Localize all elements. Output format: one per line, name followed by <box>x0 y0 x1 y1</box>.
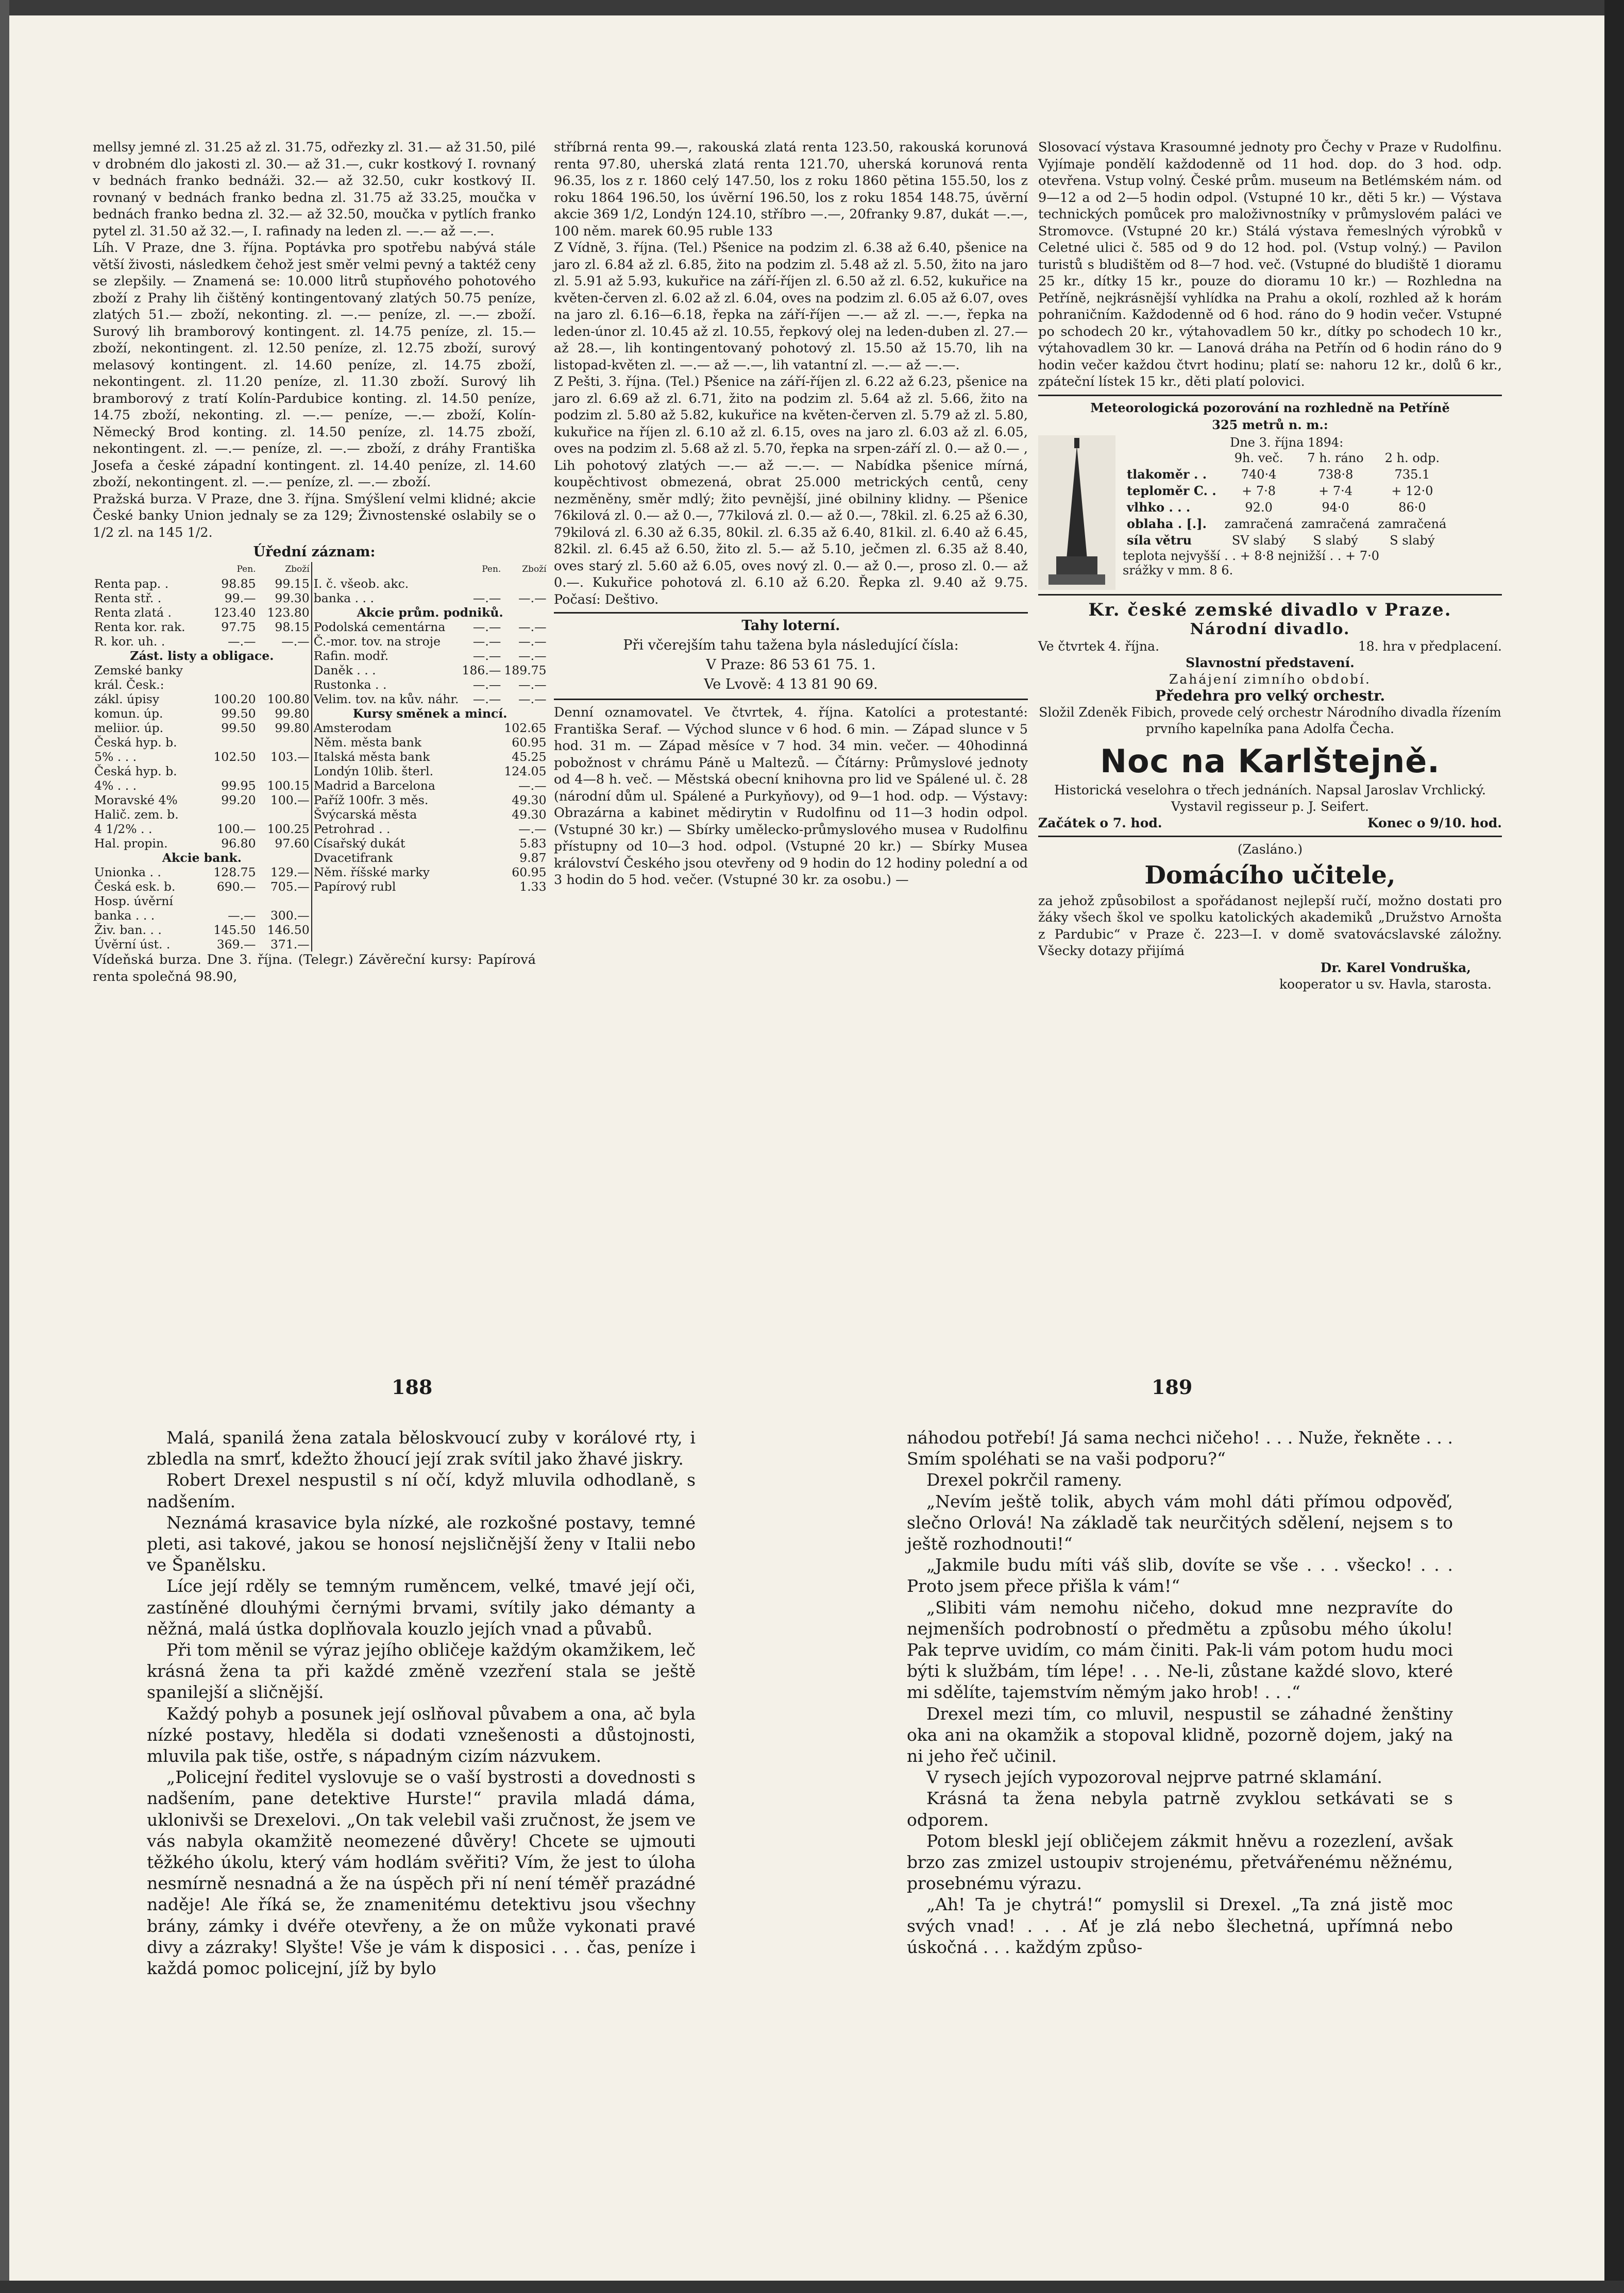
exchange-row <box>312 634 548 649</box>
exchange-row <box>93 576 311 591</box>
theatre-subscription: 18. hra v předplacení. <box>1358 638 1502 654</box>
exchange-item-name: Císařský dukát <box>313 836 405 851</box>
market-column-3 <box>1038 139 1502 1041</box>
exchange-item-value: —.— <box>518 692 547 706</box>
theatre-subtitle: Národní divadlo. <box>1190 620 1350 638</box>
exchange-item-value: 99.80 <box>275 706 310 721</box>
exchange-item-name: Velim. tov. na kův. náhr. <box>313 692 459 706</box>
exchange-item-name: Akcie prům. podniků. <box>357 605 503 620</box>
exchange-item-name: 4 1/2% . . <box>94 822 153 836</box>
exchange-item-value: 189.75 <box>504 663 547 677</box>
story-left-page <box>147 1427 696 1979</box>
exchange-item-value: 99.50 <box>221 706 256 721</box>
exchange-item-value <box>258 735 311 750</box>
exchange-item-value <box>204 764 257 778</box>
exchange-row <box>312 721 548 735</box>
weather-block <box>1038 435 1502 590</box>
exchange-item-value <box>461 750 503 764</box>
page-number-left: 188 <box>392 1375 433 1399</box>
exchange-row <box>93 692 311 706</box>
exchange-item-value <box>461 576 503 591</box>
official-record-title: Úřední záznam: <box>253 544 376 560</box>
exchange-item-name: Halič. zem. b. <box>94 807 179 822</box>
exchange-row <box>312 879 548 894</box>
weather-value: 735.1 <box>1394 467 1430 482</box>
exchange-item-name: Akcie bank. <box>162 851 242 865</box>
exchange-item-name: Hosp. úvěrní <box>94 894 173 908</box>
exchange-item-value: —.— <box>228 634 256 649</box>
exchange-row <box>312 605 548 620</box>
play-times <box>1038 815 1502 831</box>
exchange-row <box>93 865 311 879</box>
weather-measure-label: tlakoměr . . <box>1127 466 1207 482</box>
exchange-item-name: Dvacetifrank <box>313 851 393 865</box>
exchange-item-value: 98.15 <box>275 620 310 634</box>
weather-measure-label: síla větru <box>1127 532 1192 548</box>
exchange-item-name: Č.-mor. tov. na stroje <box>313 634 441 649</box>
weather-row <box>1123 466 1450 483</box>
exchange-row <box>93 894 311 908</box>
exchange-item-value: —.— <box>518 822 547 836</box>
exchange-item-value <box>461 721 503 735</box>
exchange-row <box>93 706 311 721</box>
exchange-item-value: 102.50 <box>213 750 256 764</box>
exchange-row <box>93 807 311 822</box>
exchange-item-value: 99.15 <box>275 576 310 591</box>
exchange-item-value: —.— <box>472 591 501 605</box>
lottery-title: Tahy loterní. <box>741 618 840 634</box>
exchange-item-value: 100.— <box>216 822 256 836</box>
exchange-item-name: 4% . . . <box>94 778 137 793</box>
exchange-row <box>312 663 548 677</box>
exchange-item-value <box>461 764 503 778</box>
exchange-item-value <box>461 851 503 865</box>
lottery-lvov: Ve Lvově: 4 13 81 90 69. <box>704 676 878 692</box>
exchange-item-name: Kursy směnek a mincí. <box>352 706 508 721</box>
exchange-item-value: 60.95 <box>512 735 547 750</box>
exchange-item-value <box>461 793 503 807</box>
exchange-item-value: 45.25 <box>512 750 547 764</box>
weather-value: zamračená <box>1224 516 1293 531</box>
weather-value: 92.0 <box>1245 500 1273 515</box>
play-start: Začátek o 7. hod. <box>1038 815 1162 830</box>
exchange-item-name: Renta pap. . <box>94 576 169 591</box>
theatre-season-opening: Zahájení zimního období. <box>1169 671 1371 687</box>
spirits-market-paragraph: Líh. V Praze, dne 3. října. Poptávka pro spotřebu nabývá stále větší živosti, následkem čehož jest směr velmi pevný a taktéž ceny se zlepšily. — Znamená se: 10.000 litrů stupňového pohotového zboží z Prahy lih čištěný kontingentovaný zlatých 50.75 peníze, zlatých 51.— zboží, nekonting. zl. —.— peníze, zl. —.— zboží. Surový lih bramborový kontingent. zl. 14.75 peníze, zl. 15.— zboží, nekontingent. zl. 12.50 peníze, zl. 12.75 zboží, surový melasový kontingent. zl. 14.60 peníze, zl. 14.75 zboží, nekontingent. zl. 11.20 peníze, zl. 11.30 zboží. Surový lih bramborový z tratí Kolín-Pardubice konting. zl. 14.50 peníze, 14.75 zboží, nekonting. zl. —.— peníze, —.— zboží, Kolín-Německý Brod konting. zl. 14.50 peníze, zl. 14.75 zboží, nekontingent. zl. —.— peníze, zl. —.— zboží, z dráhy Františka Josefa a české západní kontingent. zl. 14.40 peníze, zl. 14.60 zboží, nekontingent. zl. —.— peníze, zl. —.— zboží. <box>93 240 536 490</box>
exhibitions-paragraph: Slosovací výstava Krasoumné jednoty pro Čechy v Praze v Rudolfinu. Vyjímaje pondělí každodenně od 11 hod. dop. do 3 hod. odp. otevřena. Vstup volný. České prům. museum na Betlémském nám. od 9—12 a od 2—5 hodin odpol. (Vstupné 10 kr., děti 5 kr.) — Výstava technických pomůcek pro maloživnostníky v průmyslovém paláci ve Stromovce. (Vstupné 20 kr.) Stálá výstava řemeslných výrobků v Celetné ulici č. 585 od 9 do 12 hod. pol. (Vstup volný.) — Pavilon turistů s bludištěm od 8—7 hod. več. (Vstupné do bludiště 1 dioramu 25 kr., dítky 15 kr., pouze do dioramu 10 kr.) — Rozhledna na Petříně, nejkrásnější vyhlídka na Prahu a okolí, rozhled až k horám pohraničním. Každodenně od 6 hod. ráno do 9 hodin večer. Vstupné po schodech 20 kr., výtahovadlem 50 kr., dítky po schodech 10 kr., výtahovadlem 30 kr. — Lanová dráha na Petřín od 6 hodin ráno do 9 hodin večer každou čtvrt hodinu; platí se: nahoru 12 kr., dolů 6 kr., zpáteční lístek 15 kr., děti platí polovici. <box>1038 140 1502 389</box>
exchange-row <box>93 605 311 620</box>
exchange-item-name: Něm. říšské marky <box>313 865 430 879</box>
exchange-item-value: —.— <box>472 692 501 706</box>
exchange-item-name: Rustonka . . <box>313 677 387 692</box>
weather-row <box>1123 516 1450 532</box>
exchange-row <box>93 764 311 778</box>
exchange-item-value: 102.65 <box>504 721 547 735</box>
daily-notices-paragraph: Denní oznamovatel. Ve čtvrtek, 4. října. Katolíci a protestanté: Františka Seraf. — Východ slunce v 6 hod. 6 min. — Západ slunce v 5 hod. 31 m. — Západ měsíce v 7 hod. 34 min. večer. — 40hodinná pobožnost v chrámu Páně u Maltezů. — Čítárny: Průmyslové jednoty od 4—8 h. več. — Městská obecní knihovna pro lid ve Spálené ul. č. 28 (národní dům ul. Spálené a Purkyňovy), od 9—1 hod. odp. — Výstavy: Obrazárna a kabinet mědirytin v Rudolfinu od 11—3 hodin odpol. (Vstupné 30 kr.) — Sbírky umělecko-průmyslového musea v Rudolfinu přístupny od 10—3 hod. odpol. (Vstupné 20 kr.) — Sbírky Musea království Českého jsou otevřeny od 9 hodin do 12 hodiny polední a od 3 hodin do 5 hod. večer. (Vstupné 30 kr. za osobu.) — <box>554 705 1028 888</box>
exchange-row <box>312 706 548 721</box>
exchange-item-value: 690.— <box>216 879 256 894</box>
exchange-item-value <box>258 764 311 778</box>
exchange-item-value: 124.05 <box>504 764 547 778</box>
exchange-item-value: 99.80 <box>275 721 310 735</box>
exchange-item-value: 99.— <box>224 591 256 605</box>
exchange-item-value: —.— <box>472 649 501 663</box>
story-paragraph: Drexel pokrčil rameny. <box>926 1470 1123 1490</box>
vienna-rates-paragraph: stříbrná renta 99.—, rakouská zlatá renta 123.50, rakouská korunová renta 97.80, uherská zlatá renta 121.70, uherská korunová renta 96.35, los z r. 1860 celý 147.50, los z roku 1860 pětina 155.50, los z roku 1864 196.50, los úvěrní 196.50, los z roku 1854 148.75, úvěrní akcie 369 1/2, Londýn 124.10, stříbro —.—, 20franky 9.87, dukát —.—, 100 něm. marek 60.95 ruble 133 <box>554 140 1028 239</box>
divider <box>1038 836 1502 837</box>
exchange-item-value: 5.83 <box>519 836 547 851</box>
exchange-row <box>93 836 311 851</box>
story-paragraph: Krásná ta žena nebyla patrně zvyklou setkávati se s odporem. <box>907 1788 1453 1830</box>
exchange-item-name: Renta kor. rak. <box>94 620 185 634</box>
exchange-item-value <box>258 807 311 822</box>
exchange-row <box>93 851 311 865</box>
story-paragraph: Líce její rděly se temným ruměncem, velké, tmavé její oči, zastíněné dlouhými černými brvami, svítily jako démanty a něžná, malá ústka doplňovala kouzlo jejích vnad a půvabů. <box>147 1576 696 1639</box>
exchange-item-value: —.— <box>472 634 501 649</box>
exchange-item-name: Renta stř. . <box>94 591 162 605</box>
story-paragraph: „Jakmile budu míti váš slib, dovíte se vše . . . všecko! . . . Proto jsem přece přišla k vám!“ <box>907 1555 1453 1596</box>
weather-value: S slabý <box>1390 533 1435 548</box>
exchange-item-value <box>461 778 503 793</box>
story-paragraph: „Nevím ještě tolik, abych vám mohl dáti přímou odpověď, slečno Orlová! Na základě tak neurčitých sdělení, nejsem s to ještě rozhodnouti!“ <box>907 1491 1453 1554</box>
exchange-row <box>312 851 548 865</box>
weather-time-header: 2 h. odp. <box>1384 450 1440 465</box>
exchange-item-value: 100.20 <box>213 692 256 706</box>
exchange-row <box>312 764 548 778</box>
exchange-table-right <box>312 562 547 894</box>
page-number-right: 189 <box>1152 1375 1193 1399</box>
exchange-row <box>312 807 548 822</box>
exchange-item-name: zákl. úpisy <box>94 692 160 706</box>
exchange-row <box>312 591 548 605</box>
exchange-row <box>312 677 548 692</box>
exchange-row <box>312 735 548 750</box>
weather-measure-label: oblaha . [.]. <box>1127 516 1207 531</box>
exchange-item-value: —.— <box>472 620 501 634</box>
exchange-item-value: —.— <box>518 634 547 649</box>
exchange-item-name: Londýn 10lib. šterl. <box>313 764 434 778</box>
story-paragraph: Každý pohyb a posunek její oslňoval půvabem a ona, ač byla nízké postavy, hleděla si dodati vznešenosti a důstojnosti, mluvila pak tiše, ostře, s nápadným cizím názvukem. <box>147 1703 696 1767</box>
tutor-ad-text: za jehož způsobilost a spořádanost nejlepší ručí, možno dostati pro žáky všech škol ve spolku katolických akademiků „Družstvo Arnošta z Pardubic“ v Praze č. 223—I. v domě svatovácslavské záložny. Všecky dotazy přijímá <box>1038 893 1502 959</box>
divider <box>554 612 1028 614</box>
weather-measure-label: vlhko . . . <box>1127 499 1191 515</box>
exchange-item-value <box>204 894 257 908</box>
exchange-row <box>93 937 311 952</box>
exchange-item-name: král. Česk.: <box>94 677 164 692</box>
exchange-item-name: Petrohrad . . <box>313 822 391 836</box>
exchange-item-name: Česká hyp. b. <box>94 735 177 750</box>
exchange-item-name: Česká esk. b. <box>94 879 176 894</box>
weather-value: + 12·0 <box>1391 483 1433 498</box>
exchange-item-value <box>204 807 257 822</box>
exchange-row <box>93 591 311 605</box>
tutor-ad-title: Domácího učitele, <box>1144 860 1396 890</box>
exchange-item-value: —.— <box>518 649 547 663</box>
exchange-row <box>93 822 311 836</box>
exchange-item-value <box>461 865 503 879</box>
exchange-row <box>312 865 548 879</box>
story-paragraph: Malá, spanilá žena zatala běloskvoucí zuby v korálové rty, i zbledla na smrť, kdežto žhoucí její zrak svítil jako žhavé jiskry. <box>147 1428 696 1469</box>
exchange-item-name: banka . . . <box>94 908 155 923</box>
exchange-item-name: Amsterodam <box>313 721 392 735</box>
story-paragraph: „Policejní ředitel vyslovuje se o vaší bystrosti a dovednosti s nadšením, pane detektive Hurste!“ pravila mladá dáma, uklonivši se Drexelovi. „On tak velebil vaši zručnost, že jsem ve vás nabyla okamžitě neomezené důvěry! Chcete se ujmouti těžkého úkolu, který vám hodlám svěřiti? Vím, že jest to úloha nesmírně nesnadná a že na úspěch při ní není téměř prazádné naděje! Ale říká se, že znamenitému detektivu jsou všechny brány, zámky i dvéře otevřeny, a že on může vykonati pravé divy a zázraky! Slyšte! Vše je vám k disposici . . . čas, peníze i každá pomoc policejní, jíž by bylo <box>147 1767 696 1979</box>
exchange-row <box>93 879 311 894</box>
story-paragraph: „Slibiti vám nemohu ničeho, dokud mne nezpravíte do nejmenších podrobností o předmětu a způsobu mého úkolu! Pak teprve uvidím, co mám činiti. Pak-li vám potom hudu moci býti k službám, tím lépe! . . . Ne-li, zůstane každé slovo, které mi sdělíte, tajemstvím němým jako hrob! . . .“ <box>907 1597 1453 1703</box>
observation-tower-image <box>1038 435 1115 590</box>
exchange-item-name: Unionka . . <box>94 865 161 879</box>
exchange-row <box>93 677 311 692</box>
exchange-item-value: 145.50 <box>213 923 256 937</box>
exchange-item-name: Zást. listy a obligace. <box>130 649 274 663</box>
exchange-item-name: Hal. propin. <box>94 836 168 851</box>
weather-value: + 7·8 <box>1242 483 1276 498</box>
scan-border-right <box>1604 0 1624 2293</box>
exchange-item-name: Italská města bank <box>313 750 430 764</box>
exchange-item-value: 97.60 <box>275 836 310 851</box>
exchange-item-value: 9.87 <box>519 851 547 865</box>
exchange-row <box>312 692 548 706</box>
prague-exchange-paragraph: Pražská burza. V Praze, dne 3. října. Smýšlení velmi klidné; akcie České banky Union jednaly se za 129; Živnostenské oslabily se o 1/2 zl. na 145 1/2. <box>93 491 536 540</box>
exchange-item-value: 146.50 <box>267 923 310 937</box>
weather-title: Meteorologická pozorování na rozhledně na Petříně <box>1090 400 1450 415</box>
vienna-grain-paragraph: Z Vídně, 3. října. (Tel.) Pšenice na podzim zl. 6.38 až 6.40, pšenice na jaro zl. 6.84 až zl. 6.85, žito na podzim zl. 5.48 až zl. 5.50, žito na jaro zl. 5.91 až 5.93, kukuřice na září-říjen zl. 6.50 až zl. 6.52, kukuřice na květen-červen zl. 6.02 až zl. 6.04, oves na podzim zl. 6.05 až 6.07, oves na jaro zl. 6.16—6.18, řepka na září-říjen —.— až zl. —.—, řepka na leden-únor zl. 10.45 až zl. 10.55, řepkový olej na leden-duben zl. 27.— až 28.—, lih kontingentovaný pohotový zl. 15.50 až 15.70, lih na listopad-květen zl. —.— až —.—, lih vatantní zl. —.— až —.—. <box>554 240 1028 373</box>
tutor-ad-signature-title: kooperator u sv. Havla, starosta. <box>1279 976 1492 992</box>
exchange-item-name: Živ. ban. . . <box>94 923 162 937</box>
story-paragraph: Neznámá krasavice byla nízké, ale rozkošné postavy, temné pleti, asi takové, jakou se honosí nejsličnější ženy v Italii nebo ve Španělsku. <box>147 1512 696 1575</box>
exchange-row <box>312 836 548 851</box>
story-paragraph: Robert Drexel nespustil s ní očí, když mluvila odhodlaně, s nadšením. <box>147 1470 696 1511</box>
exchange-item-value: 371.— <box>270 937 310 952</box>
col-header-zbozi: Zboží <box>522 564 547 574</box>
exchange-item-name: Rafin. modř. <box>313 649 389 663</box>
exchange-item-value: 99.20 <box>221 793 256 807</box>
vienna-exchange-paragraph: Vídeňská burza. Dne 3. října. (Telegr.) Závěreční kursy: Papírová renta společná 98.90, <box>93 952 536 984</box>
weather-value: 86·0 <box>1398 500 1426 515</box>
story-paragraph: Při tom měnil se výraz jejího obličeje každým okamžikem, leč krásná žena ta při každé změně vzezření stala se ještě spanilejší a sličnější. <box>147 1640 696 1703</box>
exchange-item-value: 98.85 <box>221 576 256 591</box>
story-right-page <box>907 1427 1453 1958</box>
story-paragraph: V rysech jejích vypozoroval nejprve patrné sklamání. <box>926 1767 1382 1788</box>
exchange-item-value: 103.— <box>270 750 310 764</box>
exchange-item-name: Madrid a Barcelona <box>313 778 435 793</box>
exchange-item-name: R. kor. uh. . <box>94 634 165 649</box>
exchange-item-value <box>258 663 311 677</box>
weather-value: S slabý <box>1313 533 1358 548</box>
exchange-row <box>312 778 548 793</box>
exchange-row <box>312 620 548 634</box>
exchange-item-name: komun. úp. <box>94 706 163 721</box>
theatre-gala: Slavnostní představení. <box>1186 655 1355 670</box>
exchange-item-name: Švýcarská města <box>313 807 417 822</box>
exchange-item-value <box>204 735 257 750</box>
story-paragraph: „Ah! Ta je chytrá!“ pomyslil si Drexel. „Ta zná jistě moc svých vnad! . . . Ať je zlá nebo šlechetná, upřímná nebo úskočná . . . každým způso- <box>907 1894 1453 1957</box>
exchange-item-value <box>258 677 311 692</box>
exchange-item-name: meliior. úp. <box>94 721 164 735</box>
exchange-item-value <box>461 836 503 851</box>
theatre-date: Ve čtvrtek 4. října. <box>1038 638 1160 654</box>
theatre-overture: Předehra pro velký orchestr. <box>1155 687 1385 704</box>
pest-grain-paragraph: Z Pešti, 3. října. (Tel.) Pšenice na září-říjen zl. 6.22 až 6.23, pšenice na jaro zl. 6.69 až zl. 6.71, žito na podzim zl. 5.64 až zl. 5.66, žito na podzim zl. 5.80 až 5.82, kukuřice na květen-červen zl. 5.79 až zl. 5.80, kukuřice na říjen zl. 6.10 až zl. 6.15, oves na jaro zl. 6.03 až zl. 6.05, oves na podzim zl. 5.68 až zl. 5.70, řepka na srpen-září zl. 0.— až 0.— , Lih pohotový zlatých —.— až —.—. — Nabídka pšenice mírná, koupěchtivost obmezená, obrat 25.000 metrických centů, ceny nezměněny, směr mdlý; žito pevnější, jiné obilniny klidny. — Pšenice 76kilová zl. 0.— až 0.—, 77kilová zl. 0.— až 0.—, 78kil. zl. 6.25 až 6.30, 79kilová zl. 6.30 až 6.35, 80kil. zl. 6.35 až 6.40, 81kil. zl. 6.40 až 6.45, 82kil. zl. 6.45 až 6.50, žito zl. 5.— až 5.10, ječmen zl. 6.35 až 8.40, oves starý zl. 5.60 až 6.05, oves nový zl. 0.— až 0.—, proso zl. 0.— až 0.—. Kukuřice pohotová zl. 6.10 až 6.20. Řepka zl. 9.40 až 9.75. Počasí: Deštivo. <box>554 374 1028 607</box>
weather-value: zamračená <box>1301 516 1370 531</box>
exchange-row <box>93 908 311 923</box>
exchange-row <box>312 822 548 836</box>
exchange-item-value: 100.— <box>270 793 310 807</box>
weather-precipitation: srážky v mm. 8 6. <box>1123 563 1233 578</box>
exchange-row <box>93 620 311 634</box>
exchange-item-name: Paříž 100fr. 3 měs. <box>313 793 429 807</box>
exchange-row <box>93 735 311 750</box>
exchange-item-name: Daněk . . . <box>313 663 376 677</box>
exchange-item-value <box>502 576 548 591</box>
play-end: Konec o 9/10. hod. <box>1367 815 1502 830</box>
exchange-item-value <box>461 735 503 750</box>
market-column-1 <box>93 139 547 1200</box>
exchange-row <box>93 793 311 807</box>
col-header-pen: Pen. <box>482 564 501 574</box>
play-description: Historická veselohra o třech jednáních. Napsal Jaroslav Vrchlický. Vystavil regisseur p. J. Seifert. <box>1054 782 1486 814</box>
exchange-item-value: 99.30 <box>275 591 310 605</box>
exchange-item-value: 96.80 <box>221 836 256 851</box>
market-column-2 <box>554 139 1028 1200</box>
weather-subtitle: 325 metrů n. m.: <box>1212 417 1328 432</box>
exchange-row <box>93 663 311 677</box>
exchange-item-value: —.— <box>518 620 547 634</box>
weather-value: 740·4 <box>1241 467 1277 482</box>
scan-border-left <box>0 0 9 2293</box>
exchange-row <box>93 750 311 764</box>
exchange-item-name: Zemské banky <box>94 663 183 677</box>
theatre-title: Kr. české zemské divadlo v Praze. <box>1088 599 1452 620</box>
exchange-tables <box>93 562 547 952</box>
weather-value: zamračená <box>1378 516 1447 531</box>
story-paragraph: Potom bleskl její obličejem zákmit hněvu a rozezlení, avšak brzo zas zmizel ustoupiv strojenému, přetvářenému něžnému, prosebnému výrazu. <box>907 1830 1453 1894</box>
theatre-date-row <box>1038 638 1502 655</box>
exchange-item-value: —.— <box>518 591 547 605</box>
sugar-prices-paragraph: mellsy jemné zl. 31.25 až zl. 31.75, odřezky zl. 31.— až 31.50, pilé v drobném dlo jakosti zl. 30.— až 31.—, cukr kostkový I. rovnaný v bednách franko bednáži. 32.— až 32.50, cukr kostkový II. rovnaný v bednách franko bedna zl. 31.75 až 33.25, moučka v bednách franko bedna zl. 32.— až 32.50, moučka v pytlích franko pytel zl. 31.50 až 32.—, I. rafinady na leden zl. —.— až —.—. <box>93 140 536 239</box>
divider <box>1038 594 1502 596</box>
theatre-composer: Složil Zdeněk Fibich, provede celý orchestr Národního divadla řízením prvního kapelníka pana Adolfa Čecha. <box>1039 704 1501 736</box>
exchange-item-value: 49.30 <box>512 807 547 822</box>
exchange-row <box>93 721 311 735</box>
exchange-item-value <box>461 879 503 894</box>
weather-row <box>1123 499 1450 516</box>
col-header-pen: Pen. <box>236 564 256 574</box>
exchange-item-name: Úvěrní úst. . <box>94 937 171 952</box>
exchange-item-value: —.— <box>228 908 256 923</box>
tutor-ad-signature: Dr. Karel Vondruška, <box>1320 960 1471 975</box>
weather-value: + 7·4 <box>1318 483 1352 498</box>
weather-date: Dne 3. října 1894: <box>1230 435 1344 450</box>
exchange-item-value <box>461 807 503 822</box>
exchange-item-value <box>204 663 257 677</box>
lottery-intro: Při včerejším tahu tažena byla následující čísla: <box>623 637 959 653</box>
weather-measure-label: teploměr C. . <box>1127 483 1216 498</box>
exchange-row <box>312 576 548 591</box>
story-paragraph: náhodou potřebí! Já sama nechci ničeho! . . . Nuže, řekněte . . . Smím spoléhati se na vaši podporu?“ <box>907 1428 1453 1469</box>
submitted-label: (Zasláno.) <box>1237 841 1303 857</box>
exchange-item-value: 129.— <box>270 865 310 879</box>
exchange-item-name: I. č. všeob. akc. <box>313 576 409 591</box>
lottery-prague: V Praze: 86 53 61 75. 1. <box>706 657 876 673</box>
exchange-item-value: —.— <box>518 677 547 692</box>
exchange-row <box>93 649 311 663</box>
exchange-item-value: 99.95 <box>221 778 256 793</box>
exchange-item-name: Podolská cementárna <box>313 620 446 634</box>
exchange-item-name: Renta zlatá . <box>94 605 172 620</box>
weather-value: 738·8 <box>1317 467 1354 482</box>
exchange-item-name: Něm. města bank <box>313 735 421 750</box>
exchange-item-value: 705.— <box>270 879 310 894</box>
exchange-item-value: 369.— <box>216 937 256 952</box>
exchange-item-value: 99.50 <box>221 721 256 735</box>
exchange-item-value: —.— <box>281 634 310 649</box>
exchange-item-name: Papírový rubl <box>313 879 396 894</box>
exchange-row <box>93 923 311 937</box>
play-title: Noc na Karlštejně. <box>1100 742 1440 780</box>
exchange-item-name: Moravské 4% <box>94 793 178 807</box>
exchange-row <box>93 634 311 649</box>
exchange-item-value: 123.80 <box>267 605 310 620</box>
exchange-item-value: 60.95 <box>512 865 547 879</box>
exchange-item-name: banka . . . <box>313 591 374 605</box>
exchange-item-value: 97.75 <box>221 620 256 634</box>
exchange-table-left <box>93 562 312 952</box>
exchange-row <box>312 793 548 807</box>
exchange-item-value <box>258 894 311 908</box>
exchange-item-value: 300.— <box>270 908 310 923</box>
col-header-zbozi: Zboží <box>285 564 310 574</box>
exchange-item-value: —.— <box>472 677 501 692</box>
exchange-item-value: 186.— <box>462 663 501 677</box>
weather-row <box>1123 483 1450 499</box>
weather-row <box>1123 532 1450 549</box>
weather-time-header: 7 h. ráno <box>1307 450 1364 465</box>
exchange-item-value: 123.40 <box>213 605 256 620</box>
exchange-row <box>312 649 548 663</box>
divider <box>554 699 1028 700</box>
weather-temperature-extremes: teplota nejvyšší . . + 8·8 nejnižší . . + 7·0 <box>1123 548 1380 563</box>
exchange-item-value: 100.80 <box>267 692 310 706</box>
weather-data <box>1123 435 1450 590</box>
scan-border-top <box>0 0 1624 15</box>
exchange-item-value: 100.15 <box>267 778 310 793</box>
exchange-item-value: —.— <box>518 778 547 793</box>
exchange-row <box>312 750 548 764</box>
story-paragraph: Drexel mezi tím, co mluvil, nespustil se záhadné ženštiny oka ani na okamžik a stopoval klidně, pozorně dojem, jaký na ni jeho řeč učinil. <box>907 1703 1453 1767</box>
scan-border-bottom <box>0 2281 1624 2293</box>
exchange-item-value: 1.33 <box>519 879 547 894</box>
exchange-item-name: 5% . . . <box>94 750 137 764</box>
weather-value: SV slabý <box>1231 533 1286 548</box>
exchange-item-value: 100.25 <box>267 822 310 836</box>
exchange-item-value <box>204 677 257 692</box>
exchange-item-value <box>461 822 503 836</box>
divider <box>1038 395 1502 396</box>
exchange-item-name: Česká hyp. b. <box>94 764 177 778</box>
exchange-item-value: 128.75 <box>213 865 256 879</box>
exchange-row <box>93 778 311 793</box>
weather-value: 94·0 <box>1322 500 1349 515</box>
exchange-item-value: 49.30 <box>512 793 547 807</box>
weather-time-header: 9h. več. <box>1234 450 1283 465</box>
